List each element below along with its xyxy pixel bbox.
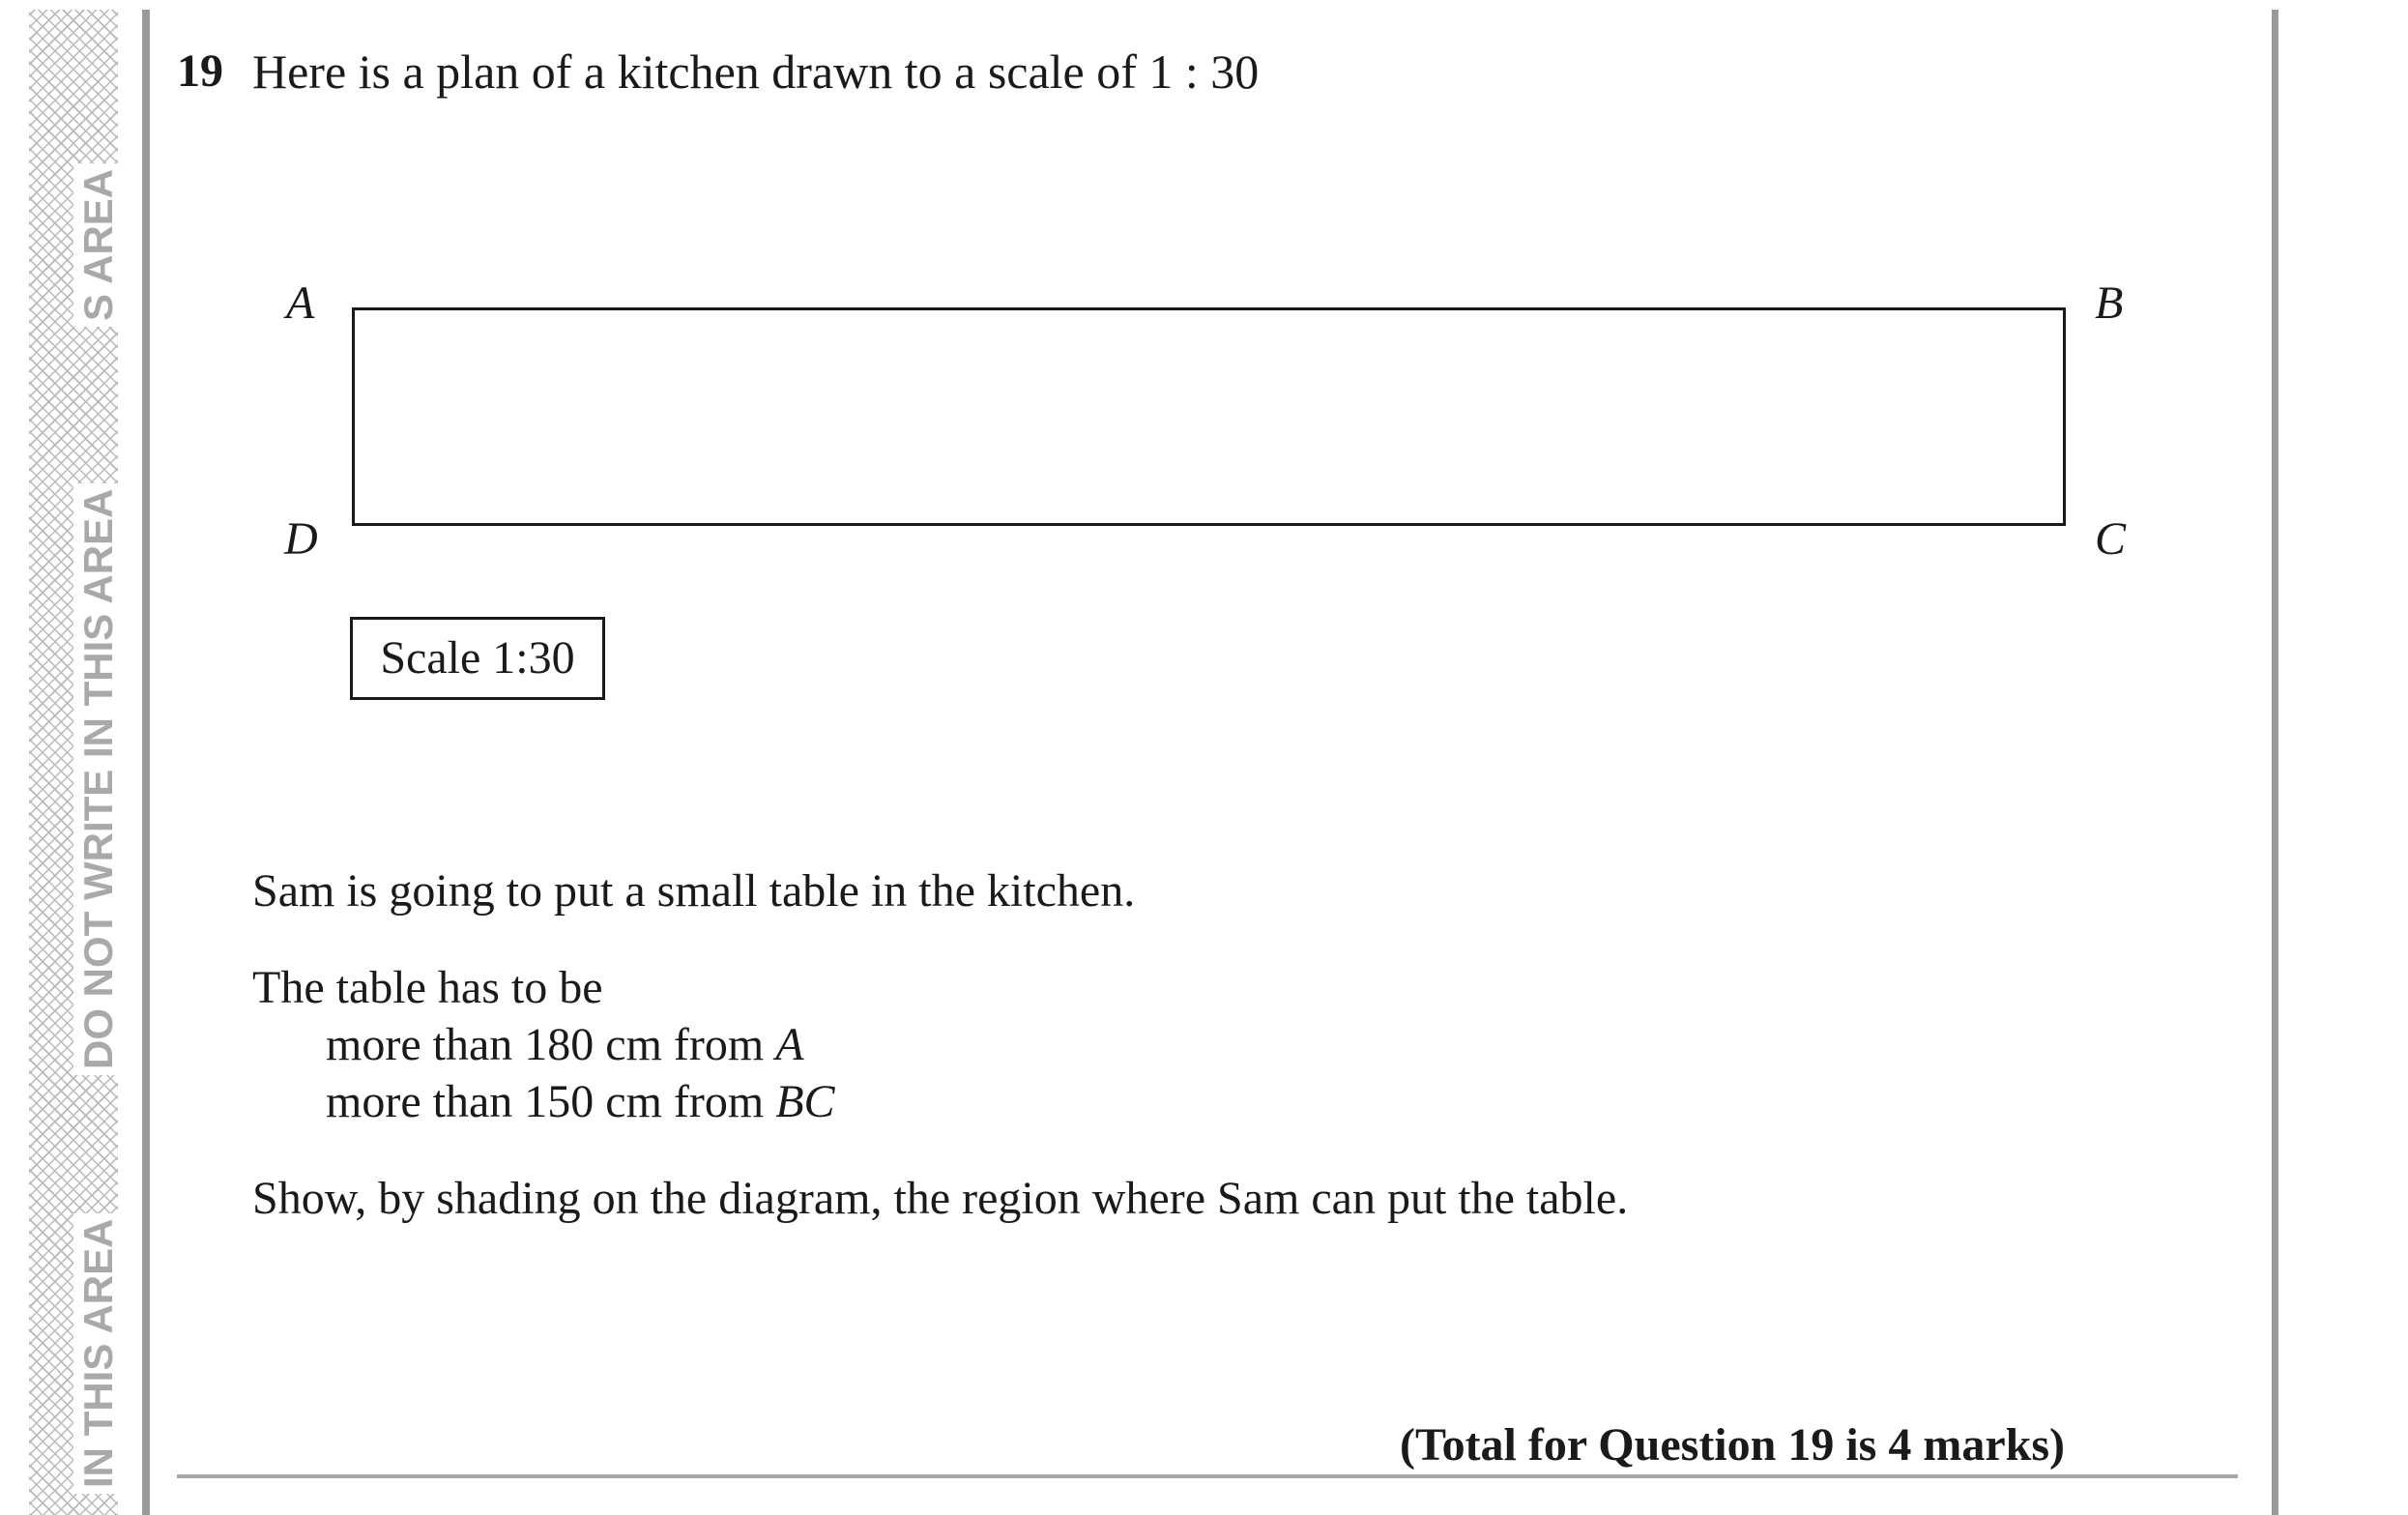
kitchen-plan-rectangle[interactable] bbox=[352, 307, 2066, 526]
question-number: 19 bbox=[177, 45, 223, 97]
condition-distance-bc-text: more than 150 cm from bbox=[326, 1076, 776, 1127]
condition-lead: The table has to be bbox=[252, 962, 603, 1013]
question-total-marks: (Total for Question 19 is 4 marks) bbox=[1399, 1419, 2065, 1471]
margin-warning-top: S AREA bbox=[73, 163, 124, 327]
left-margin-rule bbox=[142, 10, 150, 1515]
right-margin-rule bbox=[2272, 10, 2278, 1515]
scale-label-box: Scale 1:30 bbox=[350, 617, 605, 700]
intro-text: Sam is going to put a small table in the kitchen. bbox=[252, 865, 1136, 917]
condition-distance-a bbox=[326, 1017, 804, 1073]
condition-point-a: A bbox=[775, 1019, 804, 1070]
condition-distance-bc bbox=[326, 1074, 835, 1130]
question-end-rule bbox=[177, 1474, 2238, 1478]
instruction-text: Show, by shading on the diagram, the region where Sam can put the table. bbox=[252, 1173, 1629, 1224]
vertex-label-b: B bbox=[2095, 277, 2124, 329]
vertex-label-a: A bbox=[286, 277, 315, 329]
margin-warning-bottom: IN THIS AREA bbox=[73, 1213, 124, 1494]
vertex-label-d: D bbox=[284, 513, 318, 565]
condition-line-bc: BC bbox=[775, 1076, 835, 1127]
vertex-label-c: C bbox=[2095, 513, 2127, 565]
margin-warning-middle: DO NOT WRITE IN THIS AREA bbox=[73, 483, 124, 1075]
question-prompt: Here is a plan of a kitchen drawn to a scale of 1 : 30 bbox=[252, 44, 1260, 99]
condition-distance-a-text: more than 180 cm from bbox=[326, 1019, 776, 1070]
